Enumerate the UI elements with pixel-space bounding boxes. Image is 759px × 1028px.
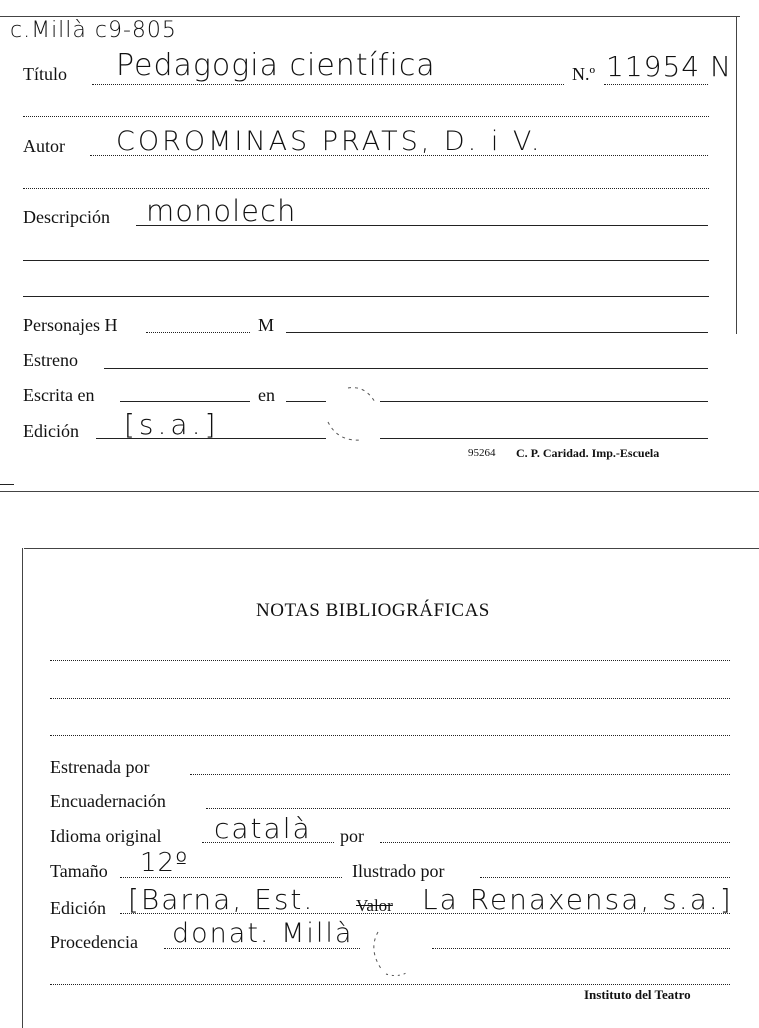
- descripcion-line-3: [23, 296, 709, 297]
- procedencia-value: donat. Millà: [172, 918, 354, 949]
- edicion2-struck-word: Valor: [356, 896, 393, 915]
- numero-label: N.º: [572, 64, 596, 84]
- edicion2-label: Edición: [50, 898, 106, 918]
- card1-footer-number: 95264: [468, 447, 496, 459]
- escrita-en-label: en: [258, 385, 275, 405]
- card1-footer-printer: C. P. Caridad. Imp.-Escuela: [516, 446, 660, 460]
- top-note: c.Millà c9-805: [10, 18, 177, 43]
- personajes-h-line: [146, 332, 250, 333]
- card1-bottom-border: [0, 491, 759, 492]
- procedencia-line-2: [432, 948, 730, 949]
- encuadernacion-line: [206, 808, 730, 809]
- titulo-label: Título: [23, 64, 67, 84]
- idioma-value: català: [214, 812, 312, 845]
- autor-label: Autor: [23, 136, 65, 156]
- idioma-label: Idioma original: [50, 826, 162, 846]
- card1-top-border: [0, 16, 740, 17]
- descripcion-line-2: [23, 260, 709, 261]
- card1-right-border: [736, 16, 737, 334]
- descripcion-value: monolech: [146, 194, 297, 228]
- estreno-line: [104, 368, 708, 369]
- idioma-por-label: por: [340, 826, 364, 846]
- descripcion-label: Descripción: [23, 207, 110, 227]
- ilustrado-line: [480, 877, 730, 878]
- titulo-extra-line: [23, 116, 709, 117]
- edicion-line-2: [380, 438, 708, 439]
- escrita-line-3: [380, 401, 708, 402]
- notas-line-3: [50, 735, 730, 736]
- edicion2-value-a: [Barna, Est.: [128, 883, 315, 916]
- personajes-label: Personajes H: [23, 315, 118, 335]
- autor-extra-line: [23, 188, 709, 189]
- card2-top-border: [24, 548, 759, 549]
- edicion-label: Edición: [23, 421, 79, 441]
- personajes-m-label: M: [258, 315, 275, 335]
- notas-line-1: [50, 660, 730, 661]
- card1-bottom-dash: [0, 484, 14, 485]
- numero-value: 11954 N: [606, 50, 732, 83]
- punch-hole-mark: [318, 380, 388, 450]
- estrenada-line: [190, 774, 730, 775]
- estrenada-label: Estrenada por: [50, 757, 150, 777]
- card2-bottom-line: [50, 984, 730, 985]
- autor-value: COROMINAS PRATS, D. i V.: [116, 126, 543, 157]
- tamano-value: 12º: [140, 848, 189, 878]
- escrita-label: Escrita en: [23, 385, 95, 405]
- tamano-label: Tamaño: [50, 861, 108, 881]
- ilustrado-label: Ilustrado por: [352, 861, 445, 881]
- card2-footer: Instituto del Teatro: [584, 987, 691, 1002]
- edicion-value: [s.a.]: [124, 408, 220, 441]
- edicion2-value-b: La Renaxensa, s.a.]: [422, 883, 733, 916]
- card2-left-border: [22, 548, 23, 1028]
- titulo-value: Pedagogia científica: [116, 48, 436, 83]
- escrita-line-1: [120, 401, 250, 402]
- procedencia-label: Procedencia: [50, 932, 138, 952]
- numero-field-line: [604, 84, 708, 85]
- notas-line-2: [50, 698, 730, 699]
- punch-hole-mark-2: [364, 926, 424, 986]
- encuadernacion-label: Encuadernación: [50, 791, 166, 811]
- estreno-label: Estreno: [23, 350, 78, 370]
- idioma-por-line: [380, 842, 730, 843]
- personajes-m-line: [286, 332, 708, 333]
- notas-title: NOTAS BIBLIOGRÁFICAS: [256, 600, 490, 621]
- titulo-field-line: [92, 84, 564, 85]
